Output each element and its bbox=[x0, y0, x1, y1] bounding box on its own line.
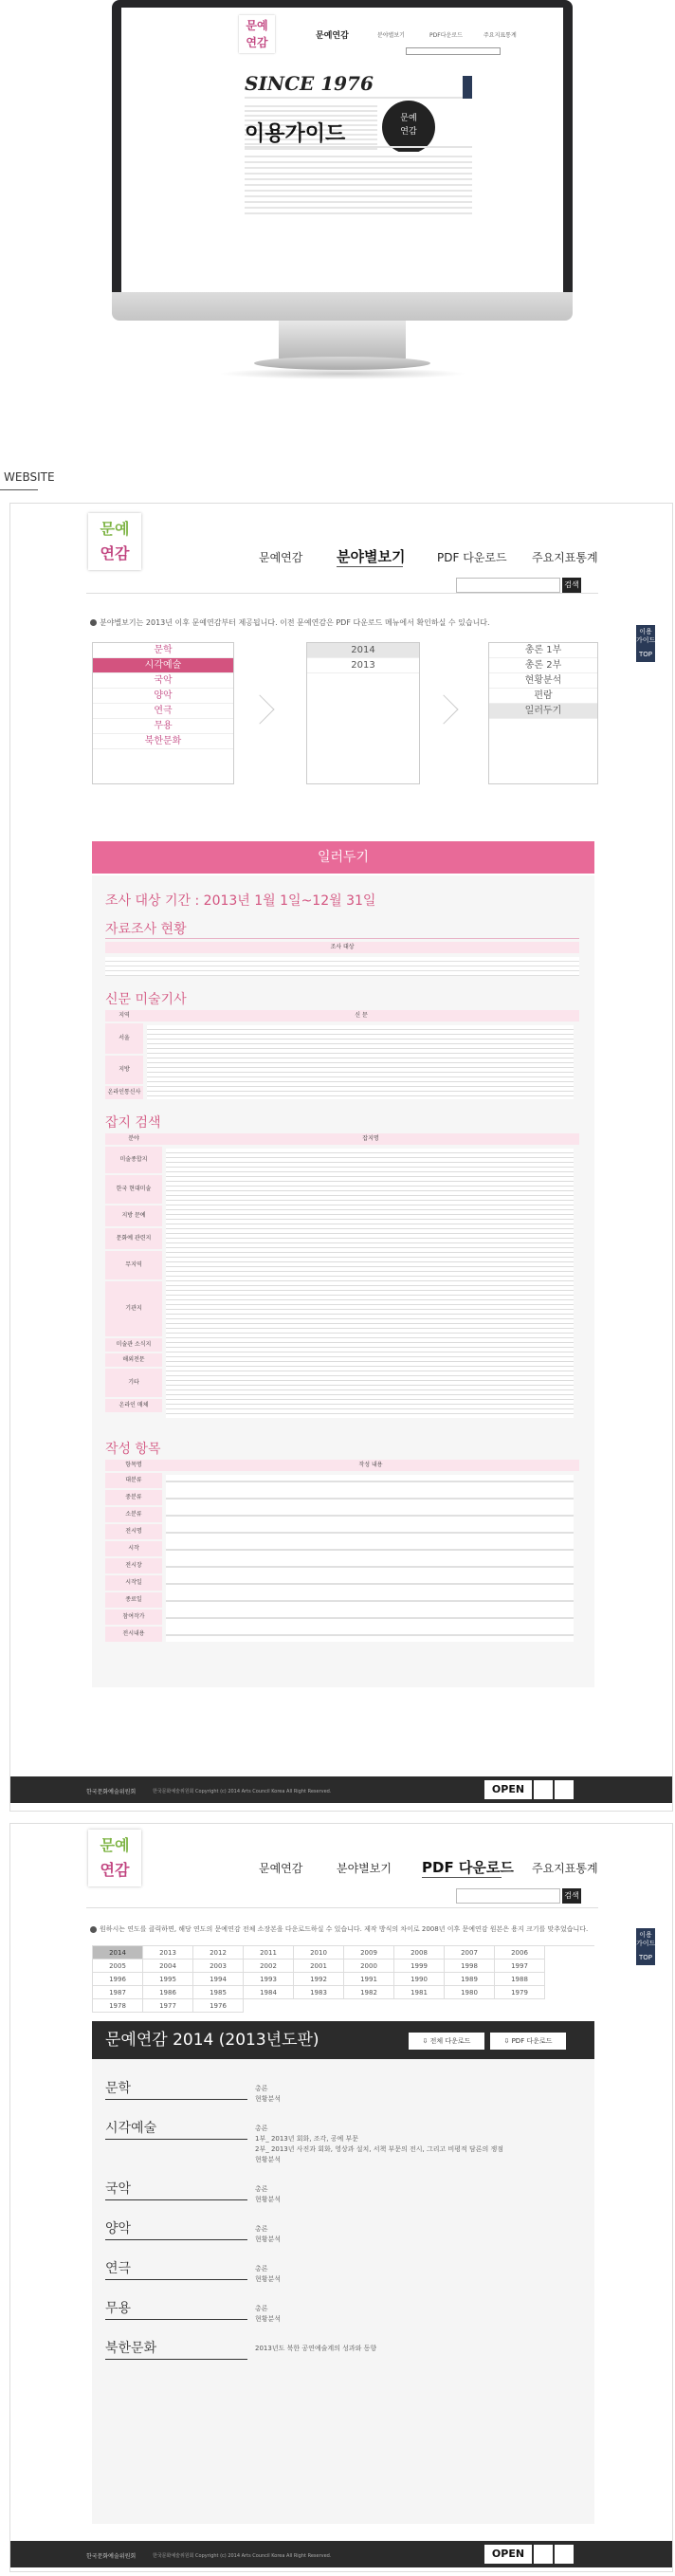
year-cell[interactable]: 2001 bbox=[294, 1960, 344, 1973]
section-label-underline bbox=[0, 489, 38, 490]
field-item-visual-arts[interactable]: 시각예술 bbox=[93, 658, 233, 673]
monitor-bubble: 문예 연감 bbox=[382, 101, 435, 154]
year-cell[interactable]: 2006 bbox=[495, 1946, 545, 1960]
search-input[interactable] bbox=[456, 1888, 560, 1904]
info-icon bbox=[90, 619, 97, 626]
license-icon bbox=[534, 2545, 553, 2564]
chapter-item-4[interactable]: 편람 bbox=[489, 689, 597, 704]
year-cell[interactable]: 1996 bbox=[93, 1973, 143, 1986]
info-text: 분야별보기는 2013년 이후 문예연감부터 제공됩니다. 이전 문예연감은 PDF 다운로드 메뉴에서 확인하실 수 있습니다. bbox=[90, 617, 621, 628]
year-cell[interactable]: 1990 bbox=[394, 1973, 445, 1986]
monitor-stand bbox=[279, 321, 406, 359]
field-item-north-korea[interactable]: 북한문화 bbox=[93, 734, 233, 749]
nav-active-underline bbox=[337, 566, 403, 567]
survey-period: 조사 대상 기간 : 2013년 1월 1일~12월 31일 bbox=[105, 893, 376, 909]
year-cell[interactable]: 1982 bbox=[344, 1986, 394, 1999]
year-cell[interactable]: 2000 bbox=[344, 1960, 394, 1973]
chapter-list bbox=[488, 642, 598, 784]
nav-pdf-download[interactable]: PDF 다운로드 bbox=[422, 1859, 514, 1876]
category-pdf-link[interactable]: 현황분석 bbox=[255, 2156, 282, 2163]
footer-org: 한국문화예술위원회 bbox=[86, 2553, 137, 2560]
nav-pdf-download[interactable]: PDF 다운로드 bbox=[437, 551, 507, 564]
table-row-label: 전시장 bbox=[105, 1558, 162, 1573]
year-cell[interactable]: 1998 bbox=[445, 1960, 495, 1973]
section-survey-status: 자료조사 현황 bbox=[105, 922, 187, 937]
field-descriptions bbox=[166, 1475, 574, 1642]
year-cell[interactable]: 1988 bbox=[495, 1973, 545, 1986]
year-cell[interactable]: 2002 bbox=[244, 1960, 294, 1973]
magazine-row-labels bbox=[105, 1147, 162, 1412]
chevron-right-icon bbox=[245, 694, 274, 724]
year-cell[interactable]: 2009 bbox=[344, 1946, 394, 1960]
pdf-download-button[interactable]: ⇩ PDF 다운로드 bbox=[490, 2033, 566, 2050]
year-cell[interactable]: 2008 bbox=[394, 1946, 445, 1960]
monitor-nav-0: 문예연감 bbox=[316, 31, 349, 41]
year-cell[interactable]: 1994 bbox=[193, 1973, 244, 1986]
table-row-label: 대분류 bbox=[105, 1473, 162, 1488]
field-item-dance[interactable]: 무용 bbox=[93, 719, 233, 734]
year-cell[interactable]: 1981 bbox=[394, 1986, 445, 1999]
year-cell[interactable]: 1991 bbox=[344, 1973, 394, 1986]
category-pdf-link[interactable]: 2부_ 2013년 사진과 회화, 영상과 설치, 서책 부문의 전시, 그리고 비평적 담론의 쟁점 bbox=[255, 2145, 504, 2153]
table-row-label: 시작일 bbox=[105, 1575, 162, 1591]
footer bbox=[10, 2541, 672, 2567]
year-cell[interactable]: 1984 bbox=[244, 1986, 294, 1999]
nav-active-underline bbox=[422, 1877, 502, 1878]
table-row-label: 한국 현대미술 bbox=[105, 1175, 162, 1204]
footer bbox=[10, 1776, 672, 1803]
year-cell[interactable]: 1987 bbox=[93, 1986, 143, 1999]
site-logo[interactable]: 문예 연감 bbox=[88, 1830, 141, 1886]
header-divider bbox=[86, 593, 598, 594]
license-icon bbox=[534, 1780, 553, 1799]
newspaper-list bbox=[147, 1025, 574, 1099]
table-row-label: 시작 bbox=[105, 1541, 162, 1556]
category-name: 국악 bbox=[105, 2179, 247, 2200]
table-header-item: 항목명 bbox=[105, 1460, 162, 1471]
category-name: 양악 bbox=[105, 2218, 247, 2240]
category-name: 문학 bbox=[105, 2078, 247, 2100]
info-icon bbox=[90, 1926, 97, 1933]
category-pdf-link[interactable]: 현황분석 bbox=[255, 2196, 282, 2203]
year-cell[interactable]: 1997 bbox=[495, 1960, 545, 1973]
category-pdf-link[interactable]: 총론 bbox=[255, 2185, 268, 2193]
chevron-right-icon bbox=[429, 694, 458, 724]
monitor-chin bbox=[112, 292, 573, 321]
year-cell[interactable]: 1976 bbox=[193, 1999, 244, 2013]
table-row-label: 미술종합지 bbox=[105, 1147, 162, 1173]
field-item-literature[interactable]: 문학 bbox=[93, 643, 233, 658]
category-row bbox=[105, 2179, 579, 2205]
category-row bbox=[105, 2258, 579, 2285]
year-list bbox=[306, 642, 420, 784]
table-row-label: 해외전문 bbox=[105, 1353, 162, 1367]
category-pdf-link[interactable]: 현황분석 bbox=[255, 2275, 282, 2283]
table-row-label: 온라인 매체 bbox=[105, 1399, 162, 1412]
footer-org: 한국문화예술위원회 bbox=[86, 1789, 137, 1795]
monitor-screen bbox=[121, 8, 563, 292]
category-row bbox=[105, 2118, 579, 2165]
site-logo[interactable]: 문예 연감 bbox=[88, 513, 141, 570]
category-pdf-link[interactable]: 현황분석 bbox=[255, 2095, 282, 2103]
category-row bbox=[105, 2338, 579, 2360]
year-cell[interactable]: 2012 bbox=[193, 1946, 244, 1960]
year-cell[interactable]: 1985 bbox=[193, 1986, 244, 1999]
table-row-label: 문화예 관련지 bbox=[105, 1228, 162, 1249]
year-cell[interactable]: 2004 bbox=[143, 1960, 193, 1973]
year-cell[interactable]: 2005 bbox=[93, 1960, 143, 1973]
monitor-text-block-2 bbox=[245, 152, 472, 218]
category-pdf-link[interactable]: 현황분석 bbox=[255, 2236, 282, 2243]
monitor-guide-title: 이용가이드 bbox=[245, 121, 346, 146]
category-name: 연극 bbox=[105, 2258, 247, 2280]
nav-by-field[interactable]: 분야별보기 bbox=[337, 548, 406, 565]
year-item-2014[interactable]: 2014 bbox=[307, 643, 419, 658]
open-license-badge: OPEN bbox=[484, 2545, 532, 2564]
chapter-item-2[interactable]: 총론 2부 bbox=[489, 658, 597, 673]
search-button[interactable]: 검색 bbox=[562, 578, 581, 593]
top-button[interactable]: TOP bbox=[636, 1951, 655, 1965]
table-row-label: 기타 bbox=[105, 1369, 162, 1397]
table-header-content: 작성 내용 bbox=[162, 1460, 579, 1471]
year-cell[interactable]: 1995 bbox=[143, 1973, 193, 1986]
category-list bbox=[105, 2078, 579, 2373]
table-row-label: 중분류 bbox=[105, 1490, 162, 1505]
table-row-label: 서울 bbox=[105, 1023, 143, 1054]
nav-statistics[interactable]: 주요지표통계 bbox=[532, 1862, 598, 1875]
category-name: 시각예술 bbox=[105, 2118, 247, 2140]
monitor-rule bbox=[245, 97, 472, 99]
nav-statistics[interactable]: 주요지표통계 bbox=[532, 551, 598, 564]
section-label: WEBSITE bbox=[4, 470, 55, 484]
field-list bbox=[92, 642, 234, 784]
category-pdf-link[interactable]: 총론 bbox=[255, 2265, 268, 2272]
year-cell[interactable]: 1993 bbox=[244, 1973, 294, 1986]
search-button[interactable]: 검색 bbox=[562, 1888, 581, 1904]
year-cell[interactable]: 1986 bbox=[143, 1986, 193, 1999]
page-pdf-download bbox=[9, 1823, 673, 2572]
nav-yearbook[interactable]: 문예연감 bbox=[259, 1862, 303, 1875]
guide-button[interactable]: 이용 가이드 bbox=[636, 1928, 655, 1951]
year-cell[interactable]: 2010 bbox=[294, 1946, 344, 1960]
page-guide bbox=[9, 503, 673, 1812]
download-icon: ⇩ bbox=[503, 2037, 512, 2045]
year-grid bbox=[92, 1945, 594, 2013]
field-item-gukak[interactable]: 국악 bbox=[93, 673, 233, 689]
section-newspaper: 신문 미술기사 bbox=[105, 992, 187, 1007]
footer-copyright: 한국문화예술위원회 Copyright (c) 2014 Arts Council Korea All Right Reserved. bbox=[153, 1789, 332, 1794]
guide-banner: 일러두기 bbox=[92, 841, 594, 874]
year-cell[interactable]: 2011 bbox=[244, 1946, 294, 1960]
year-cell[interactable]: 1992 bbox=[294, 1973, 344, 1986]
monitor-mockup bbox=[112, 0, 573, 307]
header-divider bbox=[86, 1907, 598, 1908]
year-cell[interactable]: 1978 bbox=[93, 1999, 143, 2013]
nav-by-field[interactable]: 분야별보기 bbox=[337, 1862, 392, 1875]
monitor-shadow bbox=[218, 368, 466, 379]
category-pdf-link[interactable]: 1부_ 2013년 회화, 조각, 공예 부문 bbox=[255, 2135, 358, 2143]
monitor-rule-2 bbox=[245, 146, 472, 148]
monitor-nav-3: 주요지표통계 bbox=[483, 32, 517, 39]
table-header-paper: 신 문 bbox=[143, 1010, 579, 1021]
license-icon bbox=[555, 1780, 574, 1799]
category-pdf-link[interactable]: 총론 bbox=[255, 2085, 268, 2092]
year-cell[interactable]: 1999 bbox=[394, 1960, 445, 1973]
download-icon: ⇩ bbox=[422, 2037, 430, 2045]
license-icon bbox=[555, 2545, 574, 2564]
info-text: 원하시는 연도를 클릭하면, 해당 연도의 문예연감 전체 소장본을 다운로드하실 수 있습니다. 제작 방식의 차이로 2008년 이후 문예연감 원본은 용지 크기를 맞추었습니다. bbox=[90, 1924, 621, 1934]
table-row-label: 지방 문예 bbox=[105, 1205, 162, 1226]
table-row-label: 지방 bbox=[105, 1056, 143, 1084]
category-name: 무용 bbox=[105, 2298, 247, 2320]
table-row-label: 전시명 bbox=[105, 1524, 162, 1539]
chapter-item-3[interactable]: 현황분석 bbox=[489, 673, 597, 689]
monitor-since: SINCE 1976 bbox=[245, 72, 374, 95]
section-magazines: 잡지 검색 bbox=[105, 1115, 161, 1131]
category-row bbox=[105, 2218, 579, 2245]
table-row-label: 참여작가 bbox=[105, 1610, 162, 1625]
year-cell[interactable]: 1989 bbox=[445, 1973, 495, 1986]
monitor-logo: 문예 연감 bbox=[239, 15, 275, 53]
section-rule bbox=[105, 938, 579, 939]
chapter-item-1[interactable]: 총론 1부 bbox=[489, 643, 597, 658]
table-row-label: 종료일 bbox=[105, 1592, 162, 1608]
table-header-region: 지역 bbox=[105, 1010, 143, 1021]
year-cell[interactable]: 1983 bbox=[294, 1986, 344, 1999]
table-header-magazine: 잡지명 bbox=[162, 1133, 579, 1145]
chapter-item-5[interactable]: 일러두기 bbox=[489, 704, 597, 719]
table-row-label: 온라인통신사 bbox=[105, 1086, 143, 1099]
table-row-label: 기관지 bbox=[105, 1281, 162, 1336]
category-row bbox=[105, 2298, 579, 2325]
yearbook-title: 문예연감 2014 (2013년도판) bbox=[105, 2031, 319, 2050]
open-license-badge: OPEN bbox=[484, 1780, 532, 1799]
year-cell[interactable]: 2014 bbox=[93, 1946, 143, 1960]
table-row-label: 미술관 소식지 bbox=[105, 1338, 162, 1352]
table-header: 조사 대상 bbox=[105, 942, 579, 953]
category-name: 북한문화 bbox=[105, 2338, 247, 2360]
year-cell[interactable]: 2013 bbox=[143, 1946, 193, 1960]
survey-text bbox=[105, 957, 579, 976]
year-cell[interactable]: 1979 bbox=[495, 1986, 545, 1999]
table-row-label: 소분류 bbox=[105, 1507, 162, 1522]
download-all-button[interactable]: ⇩ 전체 다운로드 bbox=[409, 2033, 484, 2050]
monitor-nav-1: 분야별보기 bbox=[377, 32, 405, 39]
field-item-theatre[interactable]: 연극 bbox=[93, 704, 233, 719]
monitor-nav-2: PDF다운로드 bbox=[429, 32, 463, 39]
year-cell[interactable]: 1980 bbox=[445, 1986, 495, 1999]
year-item-2013[interactable]: 2013 bbox=[307, 658, 419, 673]
category-pdf-link[interactable]: 총론 bbox=[255, 2225, 268, 2233]
category-pdf-link[interactable]: 총론 bbox=[255, 2125, 268, 2132]
monitor-search bbox=[406, 47, 501, 55]
category-pdf-link[interactable]: 현황분석 bbox=[255, 2315, 282, 2323]
guide-button[interactable]: 이용 가이드 bbox=[636, 625, 655, 648]
year-cell[interactable]: 1977 bbox=[143, 1999, 193, 2013]
field-row-labels bbox=[105, 1473, 162, 1642]
table-row-label: 무지역 bbox=[105, 1251, 162, 1279]
category-pdf-link[interactable]: 2013년도 북한 공연예술계의 성과와 동향 bbox=[255, 2345, 377, 2352]
magazine-list bbox=[166, 1149, 574, 1418]
nav-yearbook[interactable]: 문예연감 bbox=[259, 551, 303, 564]
table-header-field: 분야 bbox=[105, 1133, 162, 1145]
year-cell[interactable]: 2003 bbox=[193, 1960, 244, 1973]
section-fields: 작성 항목 bbox=[105, 1442, 161, 1457]
footer-copyright: 한국문화예술위원회 Copyright (c) 2014 Arts Council Korea All Right Reserved. bbox=[153, 2553, 332, 2559]
search-input[interactable] bbox=[456, 578, 560, 593]
field-item-western-music[interactable]: 양악 bbox=[93, 689, 233, 704]
year-cell[interactable]: 2007 bbox=[445, 1946, 495, 1960]
category-pdf-link[interactable]: 총론 bbox=[255, 2305, 268, 2312]
top-button[interactable]: TOP bbox=[636, 648, 655, 662]
category-row bbox=[105, 2078, 579, 2105]
monitor-side-btn bbox=[463, 76, 472, 99]
table-row-label: 전시내용 bbox=[105, 1627, 162, 1642]
